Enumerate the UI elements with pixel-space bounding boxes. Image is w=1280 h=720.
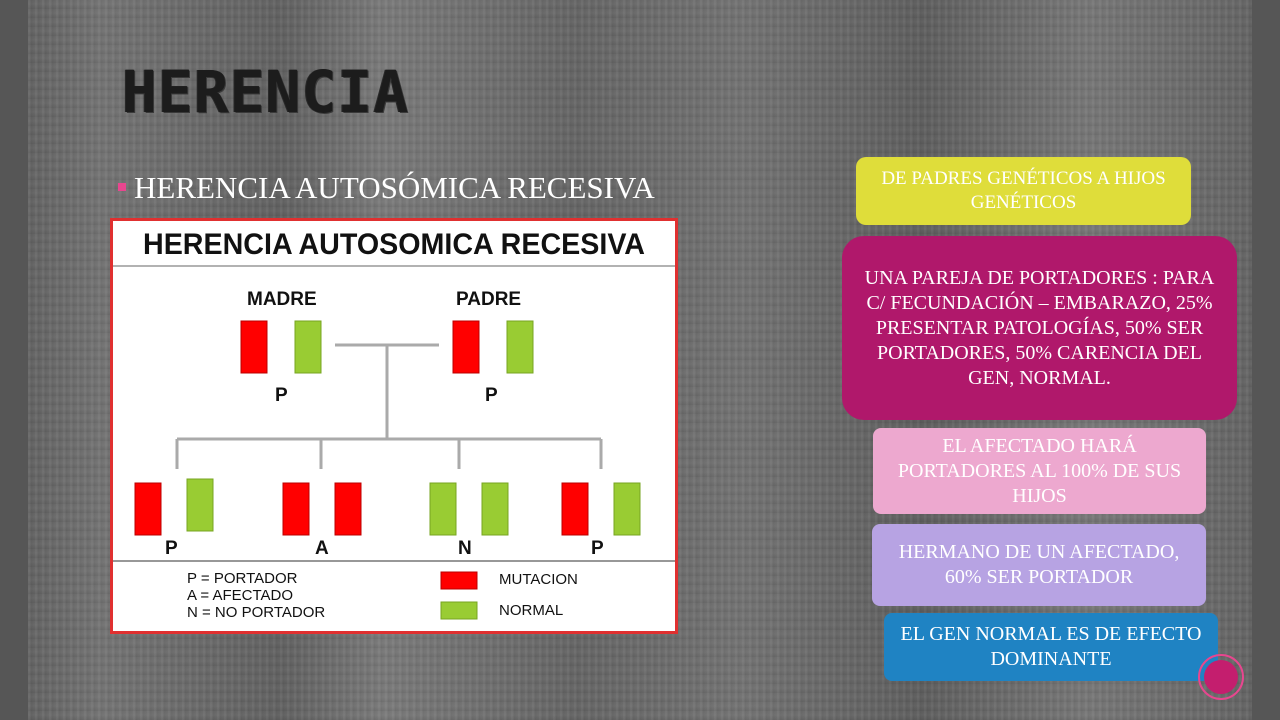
father-label: PADRE — [456, 289, 522, 310]
father-code: P — [485, 385, 498, 406]
info-box-sibling: HERMANO DE UN AFECTADO, 60% SER PORTADOR — [872, 524, 1206, 606]
inheritance-diagram — [110, 218, 678, 634]
father-mutation-gene — [453, 321, 479, 373]
legend-normal-label: NORMAL — [499, 602, 564, 619]
diagram-canvas — [113, 221, 675, 631]
info-box-dominant: EL GEN NORMAL ES DE EFECTO DOMINANTE — [884, 613, 1218, 681]
info-box-genetic-parents: DE PADRES GENÉTICOS A HIJOS GENÉTICOS — [856, 157, 1191, 225]
nav-circle-icon — [1204, 660, 1238, 694]
child1-gene-a — [135, 483, 161, 535]
bullet-square-icon — [118, 183, 126, 191]
child3-code: N — [458, 538, 472, 559]
child4-gene-b — [614, 483, 640, 535]
left-edge-strip — [0, 0, 28, 720]
slide-nav-button[interactable] — [1198, 654, 1244, 700]
legend-normal-swatch — [441, 602, 477, 619]
child2-gene-b — [335, 483, 361, 535]
right-edge-strip — [1252, 0, 1280, 720]
child4-gene-a — [562, 483, 588, 535]
legend-mutation-label: MUTACION — [499, 571, 578, 588]
bullet-text: HERENCIA AUTOSÓMICA RECESIVA — [134, 170, 655, 205]
info-box-carrier-couple: UNA PAREJA DE PORTADORES : PARA C/ FECUNDACIÓN – EMBARAZO, 25% PRESENTAR PATOLOGÍAS, 50% SER PORTADORES, 50% CARENCIA DEL GEN, NORMAL. — [842, 236, 1237, 420]
diagram-heading: HERENCIA AUTOSOMICA RECESIVA — [143, 228, 645, 261]
child3-gene-a — [430, 483, 456, 535]
slide-title: HERENCIA — [122, 58, 410, 126]
legend-mutation-swatch — [441, 572, 477, 589]
legend-afectado: A = AFECTADO — [187, 587, 294, 604]
child4-code: P — [591, 538, 604, 559]
info-box-affected: EL AFECTADO HARÁ PORTADORES AL 100% DE SUS HIJOS — [873, 428, 1206, 514]
child3-gene-b — [482, 483, 508, 535]
legend-portador: P = PORTADOR — [187, 570, 298, 587]
child2-code: A — [315, 538, 329, 559]
mother-mutation-gene — [241, 321, 267, 373]
mother-code: P — [275, 385, 288, 406]
child1-code: P — [165, 538, 178, 559]
bullet-item — [118, 170, 655, 206]
mother-normal-gene — [295, 321, 321, 373]
father-normal-gene — [507, 321, 533, 373]
legend-no-portador: N = NO PORTADOR — [187, 604, 326, 621]
child1-gene-b — [187, 479, 213, 531]
mother-label: MADRE — [247, 289, 317, 310]
child2-gene-a — [283, 483, 309, 535]
